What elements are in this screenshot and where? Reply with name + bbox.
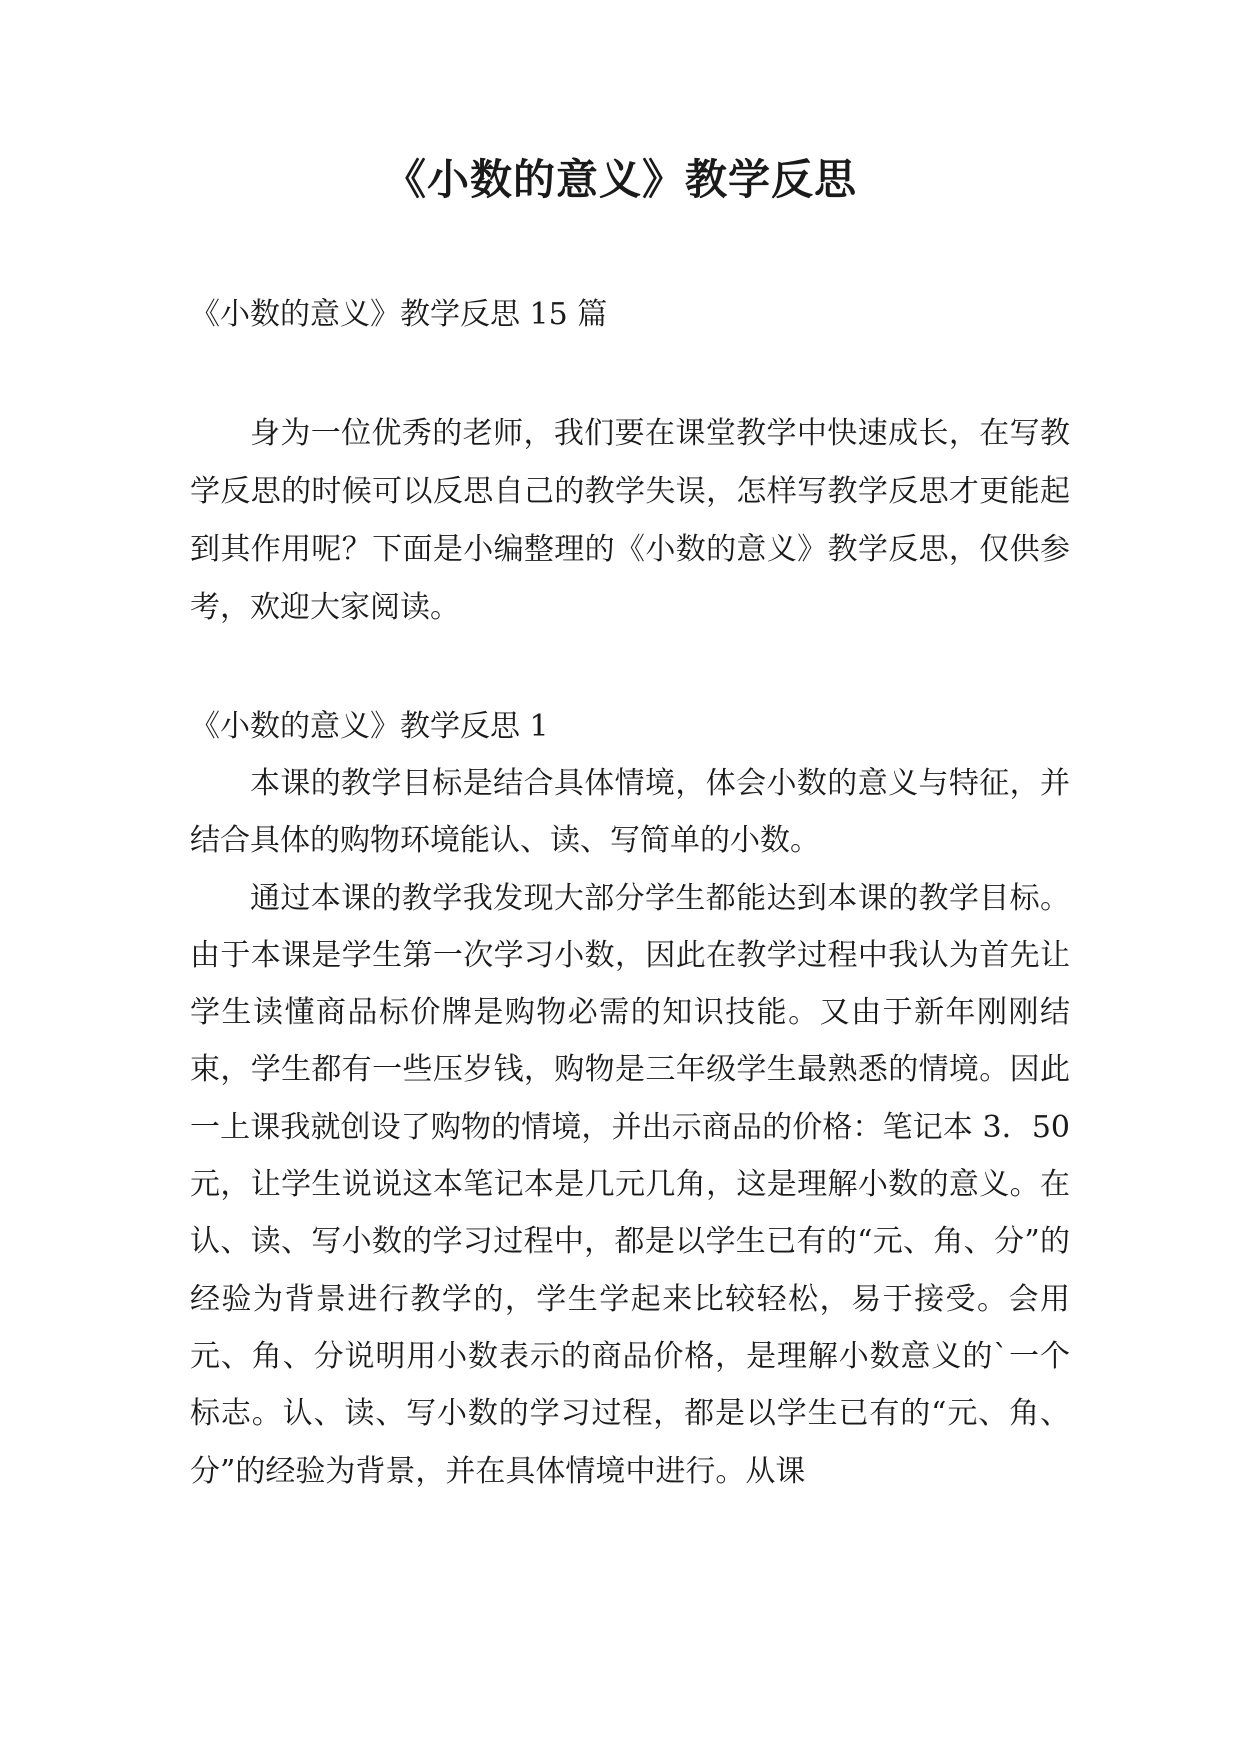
document-subtitle: 《小数的意义》教学反思 15 篇: [190, 297, 608, 332]
document-title: 《小数的意义》教学反思: [383, 155, 857, 204]
section-heading: 《小数的意义》教学反思 1: [190, 709, 549, 744]
intro-paragraph: 身为一位优秀的老师，我们要在课堂教学中快速成长，在写教学反思的时候可以反思自己的教学失误，怎样写教学反思才更能起到其作用呢？下面是小编整理的《小数的意义》教学反思，仅供参考，欢迎大家阅读。: [190, 416, 1070, 625]
body-paragraph: 通过本课的教学我发现大部分学生都能达到本课的教学目标。由于本课是学生第一次学习小数，因此在教学过程中我认为首先让学生读懂商品标价牌是购物必需的知识技能。又由于新年刚刚结束，学生都有一些压岁钱，购物是三年级学生最熟悉的情境。因此一上课我就创设了购物的情境，并出示商品的价格：笔记本 3．50 元，让学生说说这本笔记本是几元几角，这是理解小数的意义。在认、读、写小数的学习过程中，都是以学生已有的“元、角、分”的经验为背景进行教学的，学生学起来比较轻松，易于接受。会用元、角、分说明用小数表示的商品价格，是理解小数意义的`一个标志。认、读、写小数的学习过程，都是以学生已有的“元、角、分”的经验为背景，并在具体情境中进行。从课: [190, 880, 1070, 1489]
body-paragraph: 本课的教学目标是结合具体情境，体会小数的意义与特征，并结合具体的购物环境能认、读、写简单的小数。: [190, 766, 1070, 859]
section-body: [190, 755, 1070, 1500]
